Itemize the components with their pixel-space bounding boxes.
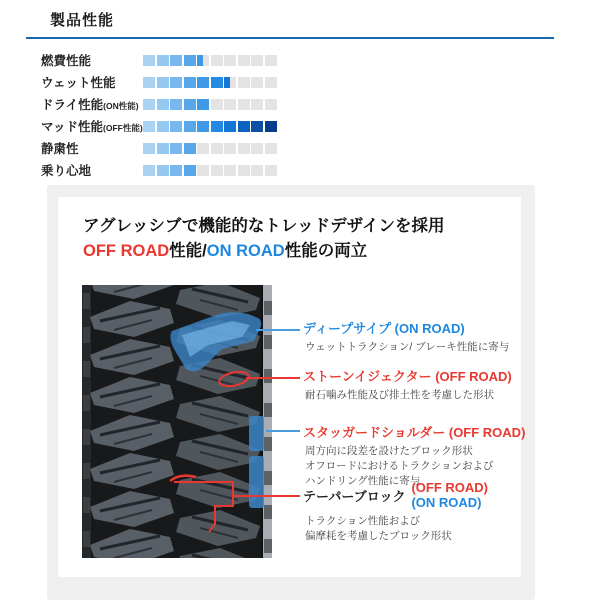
tread-subheading xyxy=(83,237,367,261)
tread-design-panel xyxy=(47,185,535,600)
rating-segment xyxy=(211,121,223,132)
rating-bar xyxy=(143,55,277,66)
rating-row xyxy=(41,49,277,71)
rating-segment xyxy=(197,165,209,176)
rating-segment xyxy=(143,121,155,132)
rating-segment xyxy=(211,55,223,66)
rating-segment xyxy=(251,55,263,66)
rating-segment xyxy=(251,77,263,88)
rating-segment xyxy=(157,99,169,110)
callout-description: ウェットトラクション/ ブレーキ性能に寄与 xyxy=(305,341,510,353)
rating-segment xyxy=(184,77,196,88)
rating-segment xyxy=(265,55,277,66)
callout-deep-sipe xyxy=(303,318,521,355)
tire-tread-image xyxy=(82,285,272,558)
rating-bar xyxy=(143,121,277,132)
rating-label: 静粛性 xyxy=(41,142,79,156)
leader-line-staggered-shoulder xyxy=(266,430,300,432)
rating-segment xyxy=(238,121,250,132)
rating-row xyxy=(41,159,277,181)
rating-segment xyxy=(170,143,182,154)
subheading-mid: 性能/ xyxy=(169,242,207,260)
rating-segment xyxy=(265,165,277,176)
rating-segment xyxy=(238,77,250,88)
rating-segment xyxy=(238,55,250,66)
rating-segment xyxy=(197,121,209,132)
on-road-text: ON ROAD xyxy=(206,242,285,260)
rating-segment xyxy=(265,143,277,154)
rating-segment xyxy=(251,99,263,110)
callout-title: テーパーブロック xyxy=(303,488,406,504)
rating-segment xyxy=(224,77,236,88)
rating-segment xyxy=(238,99,250,110)
rating-bar xyxy=(143,99,277,110)
callout-title: スタッガードショルダー (OFF ROAD) xyxy=(303,425,526,440)
rating-segment xyxy=(265,77,277,88)
rating-segment xyxy=(211,77,223,88)
rating-segment xyxy=(184,55,196,66)
tread-design-card xyxy=(58,197,526,577)
rating-segment xyxy=(238,165,250,176)
rating-segment xyxy=(224,55,236,66)
rating-segment xyxy=(184,99,196,110)
rating-segment xyxy=(170,77,182,88)
subheading-tail: 性能の両立 xyxy=(284,242,368,260)
rating-segment xyxy=(170,165,182,176)
rating-row xyxy=(41,115,277,137)
rating-segment xyxy=(170,121,182,132)
rating-bar xyxy=(143,77,277,88)
rating-segment xyxy=(157,143,169,154)
rating-segment xyxy=(211,165,223,176)
rating-segment xyxy=(143,99,155,110)
callout-road-labels: (OFF ROAD) (ON ROAD) xyxy=(411,480,488,511)
rating-segment xyxy=(170,99,182,110)
rating-segment xyxy=(197,77,209,88)
rating-bar xyxy=(143,165,277,176)
rating-segment xyxy=(224,99,236,110)
callout-taper-block xyxy=(303,480,521,543)
rating-label: 乗り心地 xyxy=(41,164,92,178)
rating-segment xyxy=(143,165,155,176)
rating-label: ドライ性能(ON性能) xyxy=(41,98,139,112)
rating-row xyxy=(41,137,277,159)
leader-line-taper-block xyxy=(232,495,300,497)
rating-segment xyxy=(251,165,263,176)
rating-row xyxy=(41,93,277,115)
rating-segment xyxy=(184,143,196,154)
rating-segment xyxy=(143,143,155,154)
rating-segment xyxy=(251,143,263,154)
callout-description: トラクション性能および 偏摩耗を考慮したブロック形状 xyxy=(305,514,452,542)
rating-segment xyxy=(197,143,209,154)
rating-segment xyxy=(184,121,196,132)
callout-description: 耐石噛み性能及び排土性を考慮した形状 xyxy=(305,389,494,401)
rating-segment xyxy=(211,99,223,110)
callout-description: 周方向に段差を設けたブロック形状 オフロードにおけるトラクションおよび ハンドリング性能に寄与 xyxy=(305,445,494,487)
rating-segment xyxy=(224,121,236,132)
rating-label: マッド性能(OFF性能) xyxy=(41,120,143,134)
rating-bar xyxy=(143,143,277,154)
rating-segment xyxy=(197,55,209,66)
rating-segment xyxy=(265,121,277,132)
rating-segment xyxy=(251,121,263,132)
rating-segment xyxy=(157,77,169,88)
callout-title: ストーンイジェクター (OFF ROAD) xyxy=(303,369,512,384)
rating-label: ウェット性能 xyxy=(41,76,116,90)
rating-segment xyxy=(157,165,169,176)
rating-segment xyxy=(224,143,236,154)
rating-label: 燃費性能 xyxy=(41,54,92,68)
rating-segment xyxy=(184,165,196,176)
rating-segment xyxy=(157,121,169,132)
off-road-text: OFF ROAD xyxy=(83,242,170,260)
callout-stone-ejector xyxy=(303,366,521,403)
rating-segment xyxy=(170,55,182,66)
rating-segment xyxy=(197,99,209,110)
staggered-shoulder-highlight xyxy=(249,416,264,451)
rating-segment xyxy=(265,99,277,110)
rating-segment xyxy=(143,55,155,66)
title-underline xyxy=(26,37,554,39)
rating-segment xyxy=(143,77,155,88)
rating-segment xyxy=(157,55,169,66)
leader-line-stone-ejector xyxy=(246,377,300,379)
leader-line-deep-sipe xyxy=(256,329,300,331)
rating-segment xyxy=(211,143,223,154)
page-title: 製品性能 xyxy=(50,12,115,29)
rating-row xyxy=(41,71,277,93)
rating-segment xyxy=(238,143,250,154)
rating-segment xyxy=(224,165,236,176)
callout-title: ディープサイプ (ON ROAD) xyxy=(303,321,465,336)
rating-chart xyxy=(41,49,277,181)
callout-staggered-shoulder xyxy=(303,422,526,489)
tread-heading: アグレッシブで機能的なトレッドデザインを採用 xyxy=(83,217,445,235)
